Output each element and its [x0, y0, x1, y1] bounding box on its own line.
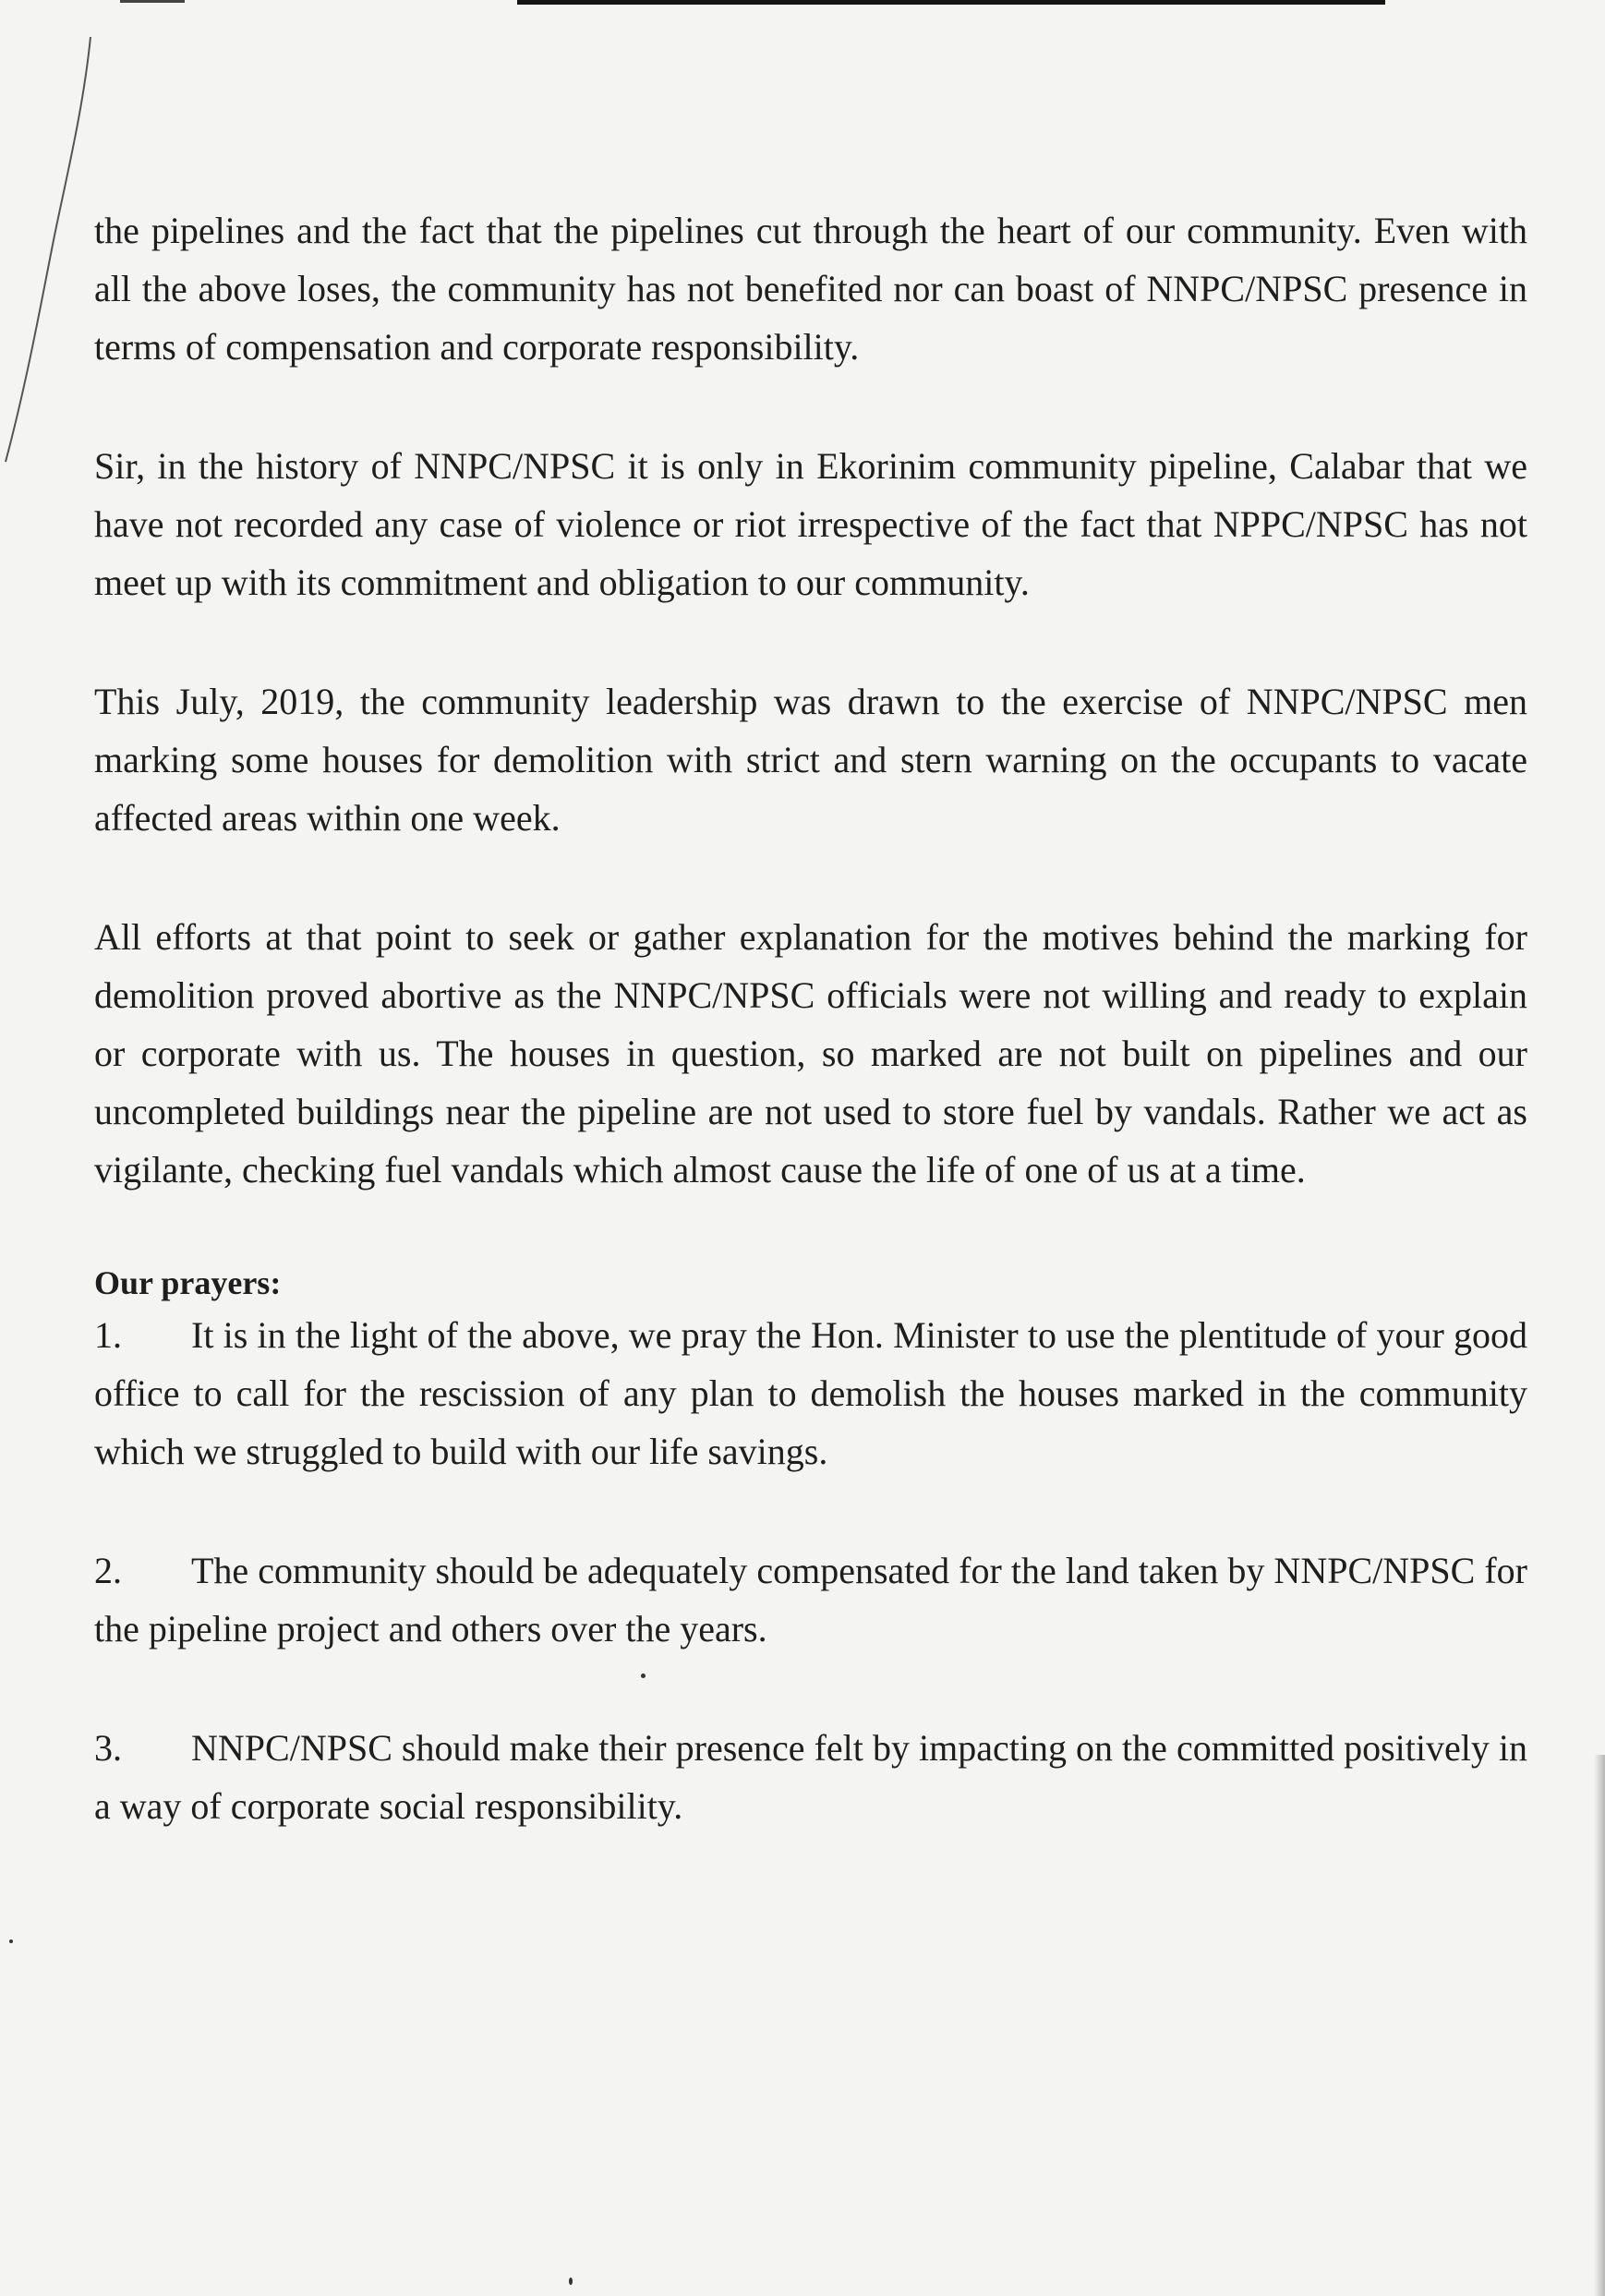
scan-speck: [569, 2278, 573, 2285]
prayer-item: [94, 1306, 1527, 1480]
scan-edge-mark-left: [120, 0, 185, 3]
prayer-item: [94, 1541, 1527, 1658]
paragraph-pipelines: the pipelines and the fact that the pipelines cut through the heart of our community. Even with all the above loses, the community has not benefited nor can boast of NNPC/NPSC presence in terms of compensation and corporate responsibility.: [94, 210, 1527, 368]
prayer-item: [94, 1719, 1527, 1835]
letter-page: [94, 201, 1527, 1896]
prayer-number: 1.: [94, 1314, 122, 1356]
paragraph-explanation-efforts: All efforts at that point to seek or gather explanation for the motives behind the marking for demolition proved abortive as the NNPC/NPSC officials were not willing and ready to explain or corporate with us. The houses in question, so marked are not built on pipelines and our uncompleted buildings near the pipeline are not used to store fuel by vandals. Rather we act as vigilante, checking fuel vandals which almost cause the life of one of us at a time.: [94, 916, 1527, 1190]
scan-speck: [641, 1674, 646, 1678]
paragraph-history: Sir, in the history of NNPC/NPSC it is only in Ekorinim community pipeline, Calabar that we have not recorded any case of violence or riot irrespective of the fact that NPPC/NPSC has not meet up with its commitment and obligation to our community.: [94, 445, 1527, 603]
prayer-text: NNPC/NPSC should make their presence felt by impacting on the committed positively in a way of corporate social responsibility.: [94, 1727, 1527, 1827]
prayer-text: The community should be adequately compensated for the land taken by NNPC/NPSC for the pipeline project and others over the years.: [94, 1550, 1527, 1649]
prayer-number: 3.: [94, 1727, 122, 1769]
scan-edge-mark-top: [517, 0, 1385, 5]
scan-speck: [9, 1940, 13, 1943]
prayer-number: 2.: [94, 1550, 122, 1591]
page-edge-shadow: [1594, 1755, 1605, 2296]
prayer-text: It is in the light of the above, we pray the Hon. Minister to use the plentitude of your good office to call for the rescission of any plan to demolish the houses marked in the community which we struggled to build with our life savings.: [94, 1314, 1527, 1472]
prayers-heading: Our prayers:: [94, 1264, 282, 1301]
prayers-list: [94, 1306, 1527, 1835]
paragraph-demolition-marking: This July, 2019, the community leadership was drawn to the exercise of NNPC/NPSC men marking some houses for demolition with strict and stern warning on the occupants to vacate affected areas within one week.: [94, 681, 1527, 839]
